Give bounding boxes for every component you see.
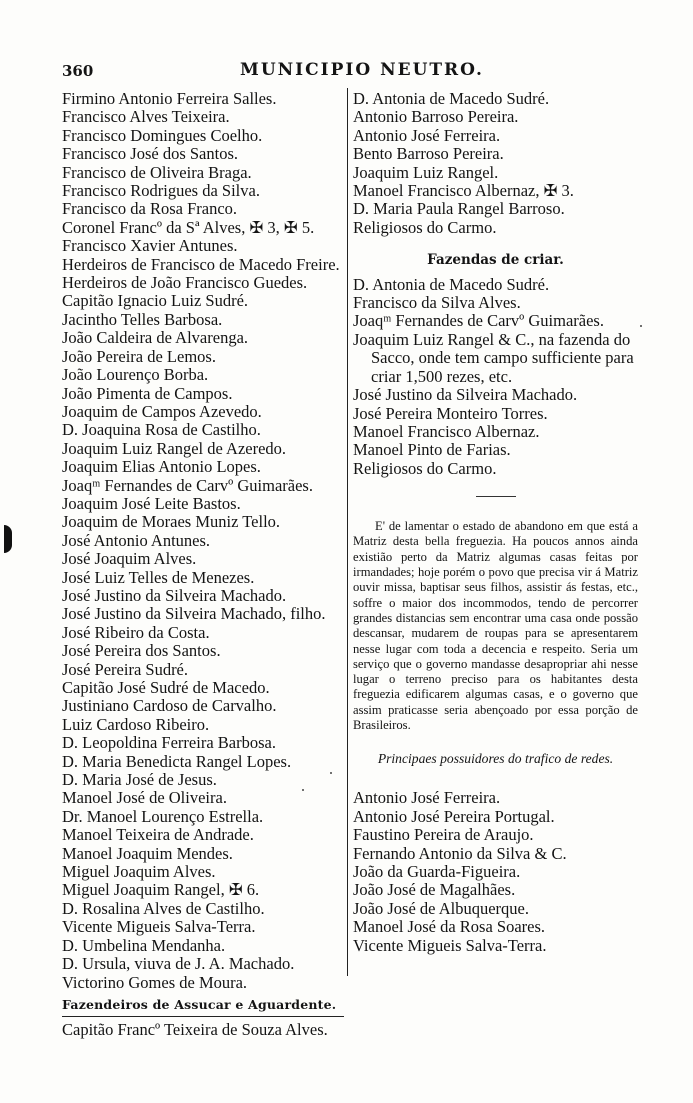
list-item: Francisco Domingues Coelho. xyxy=(62,126,263,145)
list-item: Manoel Teixeira de Andrade. xyxy=(62,826,254,845)
list-item: Manoel Francisco Albernaz, ✠ 3. xyxy=(353,182,574,201)
list-item: Miguel Joaquim Rangel, ✠ 6. xyxy=(62,881,260,900)
list-item: Joaquim Luiz Rangel. xyxy=(353,163,499,182)
list-item: Manoel Joaquim Mendes. xyxy=(62,844,233,863)
list-item: Joaqᵐ Fernandes de Carvº Guimarães. xyxy=(62,476,313,495)
list-item: Fernando Antonio da Silva & C. xyxy=(353,844,567,863)
scan-margin-mark xyxy=(4,525,12,553)
section-heading-fazendas: Fazendas de criar. xyxy=(427,252,564,269)
section-heading-assucar: Fazendeiros de Assucar e Aguardente. xyxy=(62,996,344,1017)
list-item: Luiz Cardoso Ribeiro. xyxy=(62,715,210,734)
list-item: Victorino Gomes de Moura. xyxy=(62,973,248,992)
list-item: José Pereira Sudré. xyxy=(62,660,189,679)
list-item: Manoel Pinto de Farias. xyxy=(353,441,511,460)
list-item: João José de Magalhães. xyxy=(353,881,516,900)
list-item: D. Umbelina Mendanha. xyxy=(62,936,226,955)
list-item: João Caldeira de Alvarenga. xyxy=(62,329,249,348)
list-item: Joaquim de Moraes Muniz Tello. xyxy=(62,513,281,532)
list-item: José Justino da Silveira Machado. xyxy=(62,586,287,605)
page-number: 360 xyxy=(62,62,94,80)
list-item: Jacintho Telles Barbosa. xyxy=(62,310,223,329)
list-item: João Pereira de Lemos. xyxy=(62,347,216,366)
list-item: João Lourenço Borba. xyxy=(62,366,209,385)
list-item: Herdeiros de Francisco de Macedo Freire. xyxy=(62,255,340,274)
list-item: D. Maria Paula Rangel Barroso. xyxy=(353,200,565,219)
list-item: Francisco de Oliveira Braga. xyxy=(62,163,252,182)
fazendas-list xyxy=(353,276,638,331)
left-column xyxy=(62,90,344,1040)
list-item: Bento Barroso Pereira. xyxy=(353,145,504,164)
list-item: D. Rosalina Alves de Castilho. xyxy=(62,899,265,918)
list-item: José Justino da Silveira Machado. xyxy=(353,386,578,405)
list-item: Capitão Francº Teixeira de Souza Alves. xyxy=(62,1021,328,1040)
list-item: Capitão José Sudré de Macedo. xyxy=(62,679,270,697)
trafico-list xyxy=(353,789,638,955)
list-item: Vicente Migueis Salva-Terra. xyxy=(62,918,256,937)
list-item: Francisco José dos Santos. xyxy=(62,145,238,164)
list-item: Religiosos do Carmo. xyxy=(353,218,497,237)
note-paragraph: E' de lamentar o estado de abandono em que está a Matriz desta bella freguezia. Ha poucos annos ainda existião perto da Matriz algumas casas feitas por irmandades; hoje porém o povo que precisa vir á Matriz ouvir missa, baptisar seus filhos, assistir ás festas, etc., soffre o maior dos incommodos, tendo de percorrer grandes distancias sem encontrar uma casa onde possão descansar, mudarem de roupas para se apresentarem nesse lugar com toda a decencia e respeito. Seria um serviço que o governo mandasse desapropriar ahi nesse lugar o terreno preciso para os habitantes desta freguezia edificarem algumas casas, e o governo que assim praticasse seria abençoado por essa porção de Brasileiros. xyxy=(353,519,638,732)
list-item: D. Antonia de Macedo Sudré. xyxy=(353,90,550,108)
list-item: Joaquim de Campos Azevedo. xyxy=(62,402,262,421)
list-item: D. Ursula, viuva de J. A. Machado. xyxy=(62,955,295,974)
list-item: Joaquim Elias Antonio Lopes. xyxy=(62,458,261,477)
list-item: Herdeiros de João Francisco Guedes. xyxy=(62,274,308,293)
list-item: José Joaquim Alves. xyxy=(62,550,197,569)
list-item: Coronel Francº da Sª Alves, ✠ 3, ✠ 5. xyxy=(62,218,315,237)
list-item: José Ribeiro da Costa. xyxy=(62,623,210,642)
list-item: José Pereira dos Santos. xyxy=(62,642,221,661)
list-item: Francisco da Silva Alves. xyxy=(353,294,521,313)
list-item: José Antonio Antunes. xyxy=(62,531,211,550)
list-item: Manoel José da Rosa Soares. xyxy=(353,918,546,937)
list-item: D. Antonia de Macedo Sudré. xyxy=(353,275,550,294)
list-item: Religiosos do Carmo. xyxy=(353,459,497,478)
list-item: João José de Albuquerque. xyxy=(353,899,529,918)
list-item: Dr. Manoel Lourenço Estrella. xyxy=(62,807,264,826)
list-item: D. Maria Benedicta Rangel Lopes. xyxy=(62,752,292,771)
list-item: João Pimenta de Campos. xyxy=(62,384,233,403)
list-item: Joaqᵐ Fernandes de Carvº Guimarães. xyxy=(353,312,604,331)
list-item: Antonio Barroso Pereira. xyxy=(353,108,519,127)
list-item: João da Guarda-Figueira. xyxy=(353,862,521,881)
list-item: Justiniano Cardoso de Carvalho. xyxy=(62,697,277,716)
list-item: Francisco da Rosa Franco. xyxy=(62,200,238,219)
list-item: Firmino Antonio Ferreira Salles. xyxy=(62,90,277,108)
list-item: Joaquim Luiz Rangel de Azeredo. xyxy=(62,439,287,458)
left-name-list xyxy=(62,90,344,992)
list-item: D. Leopoldina Ferreira Barbosa. xyxy=(62,734,276,753)
list-item: Manoel Francisco Albernaz. xyxy=(353,422,540,441)
list-item: D. Joaquina Rosa de Castilho. xyxy=(62,421,261,440)
list-item: Francisco Alves Teixeira. xyxy=(62,108,230,127)
running-title: MUNICIPIO NEUTRO. xyxy=(240,60,484,80)
list-item: Francisco Rodrigues da Silva. xyxy=(62,182,260,201)
section-heading-trafico: Principaes possuidores do trafico de redes. xyxy=(377,751,614,767)
list-item: José Justino da Silveira Machado, filho. xyxy=(62,605,326,624)
list-item: Francisco Xavier Antunes. xyxy=(62,237,238,256)
list-item: Faustino Pereira de Araujo. xyxy=(353,826,534,845)
list-item: Vicente Migueis Salva-Terra. xyxy=(353,936,547,955)
list-item: Capitão Ignacio Luiz Sudré. xyxy=(62,292,249,311)
list-item: Miguel Joaquim Alves. xyxy=(62,863,216,882)
list-item: Antonio José Ferreira. xyxy=(353,789,501,808)
list-item: D. Maria José de Jesus. xyxy=(62,771,217,790)
list-item: Manoel José de Oliveira. xyxy=(62,789,227,808)
list-item: Joaquim José Leite Bastos. xyxy=(62,494,241,513)
column-divider xyxy=(347,88,348,976)
page-header xyxy=(62,58,502,84)
right-column xyxy=(353,90,638,955)
section-rule xyxy=(476,496,516,497)
ink-speck xyxy=(640,325,642,327)
fazendas-list-2 xyxy=(353,386,638,478)
fazendas-paragraph: Joaquim Luiz Rangel & C., na fazenda do Sacco, onde tem campo sufficiente para criar 1,500 rezes, etc. xyxy=(353,329,634,386)
list-item: José Luiz Telles de Menezes. xyxy=(62,568,255,587)
list-item: José Pereira Monteiro Torres. xyxy=(353,404,548,423)
right-name-list xyxy=(353,90,638,237)
list-item: Antonio José Pereira Portugal. xyxy=(353,807,555,826)
list-item: Antonio José Ferreira. xyxy=(353,126,501,145)
